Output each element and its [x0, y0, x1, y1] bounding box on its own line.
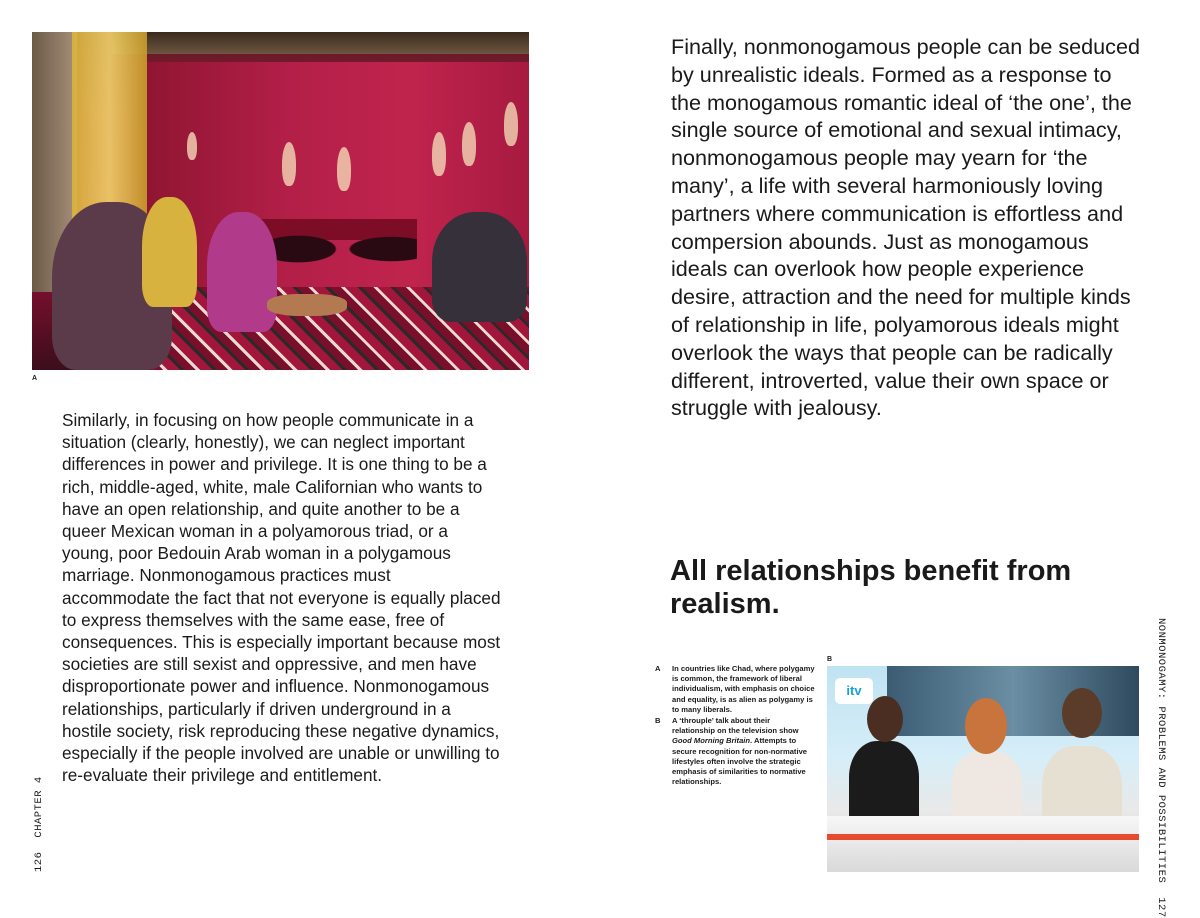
- left-body-text: Similarly, in focusing on how people communicate in a situation (clearly, honestly), we can neglect important differences in power and privilege. It is one thing to be a rich, middle-aged, white, male Californian who wants to have an open relationship, and quite another to be a queer Mexican woman in a polyamorous triad, or a young, poor Bedouin Arab woman in a polygamous marriage. Nonmonogamous practices must accommodate the fact that not everyone is equally placed to express themselves with the same ease, free of consequences. This is especially important because most societies are still sexist and oppressive, and men have disproportionate power and influence. Nonmonogamous relationships, particularly if driven underground in a hostile society, risk reproducing these negative dynamics, especially if the people involved are unable or unwilling to re-evaluate their privilege and entitlement.: [62, 410, 501, 786]
- photo-captions: [655, 664, 815, 788]
- page-number-126: 126: [33, 851, 45, 872]
- show-title: Good Morning Britain: [672, 736, 751, 746]
- photo-a-label: A: [32, 375, 38, 382]
- photo-a-chad-tent: [32, 32, 529, 370]
- right-running-head: [1155, 618, 1167, 918]
- itv-logo: itv: [835, 678, 873, 704]
- photo-b-tv-studio: [827, 666, 1139, 872]
- caption-a: A In countries like Chad, where polygamy is common, the framework of liberal individualism, with emphasis on choice and equality, is as alien as polygamy is to many liberals.: [655, 664, 815, 714]
- left-running-footer: [33, 776, 45, 872]
- chapter-label: CHAPTER 4: [33, 776, 45, 838]
- photo-b-label: B: [827, 656, 833, 663]
- left-page: [0, 0, 600, 904]
- caption-b: B A ‘throuple’ talk about their relationship on the television show Good Morning Britain. Attempts to secure recognition for non-normative lifestyles often involve the strategic emphasis of similarities to normative relationships.: [655, 716, 808, 787]
- right-page: [600, 0, 1200, 918]
- page-number-127: 127: [1155, 897, 1167, 918]
- right-body-text: Finally, nonmonogamous people can be seduced by unrealistic ideals. Formed as a response to the monogamous romantic ideal of ‘the one’, the single source of emotional and sexual intimacy, nonmonogamous people may yearn for ‘the many’, a life with several harmoniously loving partners where communication is effortless and compersion abounds. Just as monogamous ideals can overlook how people experience desire, attraction and the need for multiple kinds of relationship in life, polyamorous ideals might overlook the ways that people can be radically different, introverted, value their own space or struggle with jealousy.: [671, 34, 1140, 421]
- book-section-title: NONMONOGAMY: PROBLEMS AND POSSIBILITIES: [1155, 618, 1167, 884]
- pull-quote: All relationships benefit from realism.: [670, 555, 1072, 620]
